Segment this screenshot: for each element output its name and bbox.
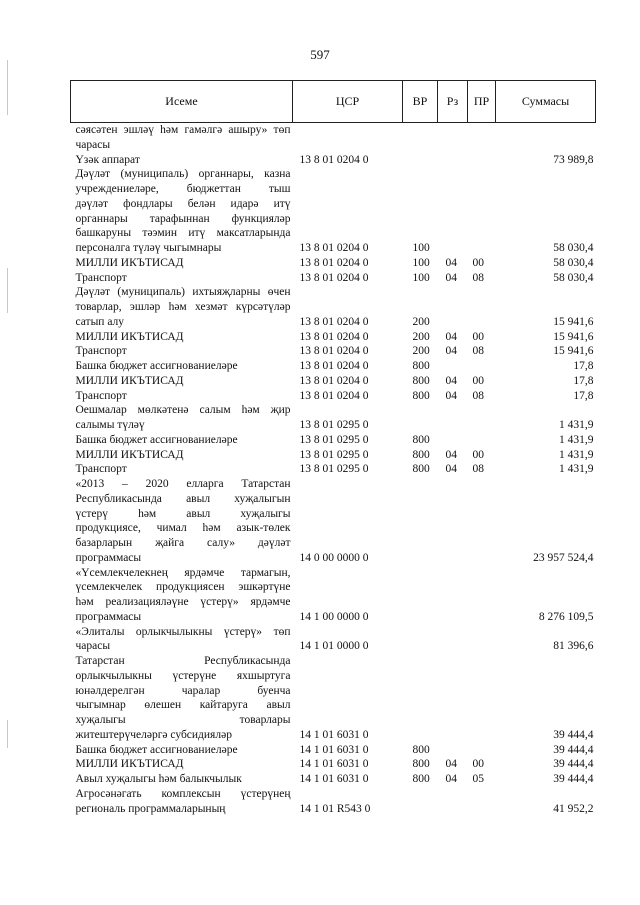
item-sum: 58 030,4	[553, 256, 594, 269]
item-pr-code: 05	[472, 773, 484, 785]
item-name-line: чарасы	[75, 138, 111, 151]
item-name-line: Оешмалар мөлкәтенә салым һәм җир	[75, 404, 291, 417]
item-sum: 15 941,6	[553, 315, 594, 328]
item-sum: 39 444,4	[553, 728, 594, 741]
item-name-line: Агросәнәгать комплексын үстерүнең	[75, 787, 291, 800]
item-name-line: МИЛЛИ ИКЪТИСАД	[75, 374, 184, 387]
item-csr-code: 13 8 01 0295 0	[299, 448, 369, 461]
item-csr-code	[293, 123, 403, 153]
item-name-line: персоналга түләү чыгымнары	[75, 242, 222, 254]
table-row	[71, 462, 596, 477]
item-sum: 1 431,9	[559, 433, 594, 446]
margin-mark	[7, 268, 8, 313]
item-vr-code: 800	[412, 360, 430, 372]
item-pr-code: 00	[472, 330, 484, 343]
item-name-line: Транспорт	[75, 463, 127, 476]
item-pr-code: 00	[472, 374, 484, 387]
item-name	[71, 743, 293, 758]
item-vr-code	[403, 566, 438, 625]
item-csr-code: 13 8 01 0204 0	[299, 374, 369, 387]
item-vr-code: 800	[412, 448, 430, 461]
item-name-line: базарларын җайга салу» дәүләт	[75, 537, 291, 549]
item-name-line: «2013 – 2020 елларга Татарстан	[75, 478, 291, 490]
item-name-line: программасы	[75, 551, 142, 564]
item-name	[71, 359, 293, 374]
item-name	[71, 374, 293, 389]
item-vr-code: 200	[412, 330, 430, 343]
item-name-line: Транспорт	[75, 389, 127, 402]
item-pr-code: 00	[472, 758, 484, 771]
item-name	[71, 153, 293, 168]
item-sum: 41 952,2	[553, 802, 594, 815]
item-csr-code: 14 1 01 0000 0	[299, 640, 369, 653]
item-name-line: Башка бюджет ассигнованиеләре	[75, 433, 238, 446]
table-row	[71, 757, 596, 772]
item-vr-code: 100	[412, 256, 430, 269]
item-name	[71, 256, 293, 271]
item-sum: 17,8	[573, 360, 594, 372]
item-csr-code: 14 1 01 6031 0	[299, 743, 369, 756]
item-name	[71, 271, 293, 286]
table-row	[71, 772, 596, 787]
item-sum: 39 444,4	[553, 743, 594, 756]
item-pr-code: 08	[472, 389, 484, 402]
item-sum: 1 431,9	[559, 419, 594, 431]
item-vr-code: 800	[412, 433, 430, 446]
item-vr-code: 800	[412, 374, 430, 387]
item-pr-code	[468, 433, 496, 448]
item-name-line: МИЛЛИ ИКЪТИСАД	[75, 330, 184, 343]
item-rz-code: 04	[445, 374, 457, 387]
table-row	[71, 271, 596, 286]
item-name-line: һәм реализацияләүне үстерү» ярдәмче	[75, 596, 291, 608]
column-header-csr: ЦСР	[293, 81, 403, 123]
column-header-rz: Рз	[438, 81, 468, 123]
item-rz-code	[438, 167, 468, 256]
item-name	[71, 403, 293, 433]
item-name-line: Үзәк аппарат	[75, 153, 140, 166]
column-header-pr: ПР	[468, 81, 496, 123]
item-rz-code	[438, 433, 468, 448]
item-name-line: органнары тарафыннан функцияләр	[75, 212, 291, 225]
item-name-line: Башка бюджет ассигнованиеләре	[75, 743, 238, 756]
item-csr-code: 14 1 01 6031 0	[299, 758, 369, 771]
item-name-line: чыгымнар өлешен кайтаруга авыл	[75, 699, 291, 712]
table-row	[71, 566, 596, 625]
item-name-line: «Үсемлекчелекнең ярдәмче тармагын,	[75, 566, 291, 579]
item-sum: 39 444,4	[553, 773, 594, 785]
item-pr-code	[468, 167, 496, 256]
item-vr-code: 800	[412, 389, 430, 402]
item-name-line: башкаруны тәэмин итү максатларында	[75, 227, 291, 240]
item-vr-code	[403, 123, 438, 153]
item-name-line: Башка бюджет ассигнованиеләре	[75, 360, 238, 372]
item-csr-code: 14 1 00 0000 0	[299, 610, 369, 623]
item-name-line: Транспорт	[75, 345, 127, 358]
item-name-line: житештерүчеләргә субсидияләр	[75, 728, 232, 741]
table-row	[71, 448, 596, 463]
table-row	[71, 625, 596, 655]
item-sum: 1 431,9	[559, 448, 594, 461]
item-csr-code: 14 1 01 6031 0	[299, 728, 369, 741]
item-name	[71, 477, 293, 566]
item-pr-code	[468, 123, 496, 153]
item-pr-code	[468, 566, 496, 625]
item-rz-code: 04	[445, 345, 457, 358]
item-name-line: юнәлдерелгән чаралар буенча	[75, 684, 291, 697]
item-vr-code	[403, 403, 438, 433]
item-vr-code: 100	[412, 271, 430, 284]
item-csr-code: 13 8 01 0204 0	[299, 345, 369, 358]
item-rz-code: 04	[445, 271, 457, 284]
item-name-line: хуҗалыгы товарлары	[75, 714, 291, 726]
item-sum	[496, 123, 596, 153]
table-row	[71, 344, 596, 359]
item-rz-code: 04	[445, 330, 457, 343]
table-row	[71, 256, 596, 271]
item-name	[71, 448, 293, 463]
item-rz-code	[438, 123, 468, 153]
item-csr-code: 14 0 00 0000 0	[299, 551, 369, 564]
table-row	[71, 403, 596, 433]
table-row	[71, 477, 596, 566]
item-sum: 8 276 109,5	[538, 610, 594, 623]
column-header-vr: ВР	[403, 81, 438, 123]
item-name-line: салымы түләү	[75, 419, 145, 431]
margin-mark	[7, 720, 8, 748]
item-rz-code: 04	[445, 389, 457, 402]
item-name-line: үстерү һәм авыл хуҗалыгы	[75, 507, 291, 520]
margin-mark	[7, 60, 8, 115]
item-name-line: Республикасында авыл хуҗалыгын	[75, 492, 291, 505]
table-row	[71, 167, 596, 256]
item-pr-code	[468, 285, 496, 329]
item-vr-code: 800	[412, 743, 430, 756]
item-rz-code: 04	[445, 773, 457, 785]
item-rz-code: 04	[445, 463, 457, 476]
item-sum: 73 989,8	[553, 153, 594, 166]
item-rz-code	[438, 566, 468, 625]
table-row	[71, 330, 596, 345]
item-csr-code: 13 8 01 0295 0	[299, 433, 369, 446]
item-rz-code	[438, 787, 468, 817]
item-vr-code: 800	[412, 463, 430, 476]
table-row	[71, 123, 596, 153]
item-sum: 39 444,4	[553, 758, 594, 771]
column-header-name: Исеме	[71, 81, 293, 123]
table-row	[71, 787, 596, 817]
item-vr-code	[403, 477, 438, 566]
item-sum: 17,8	[573, 374, 594, 387]
item-rz-code	[438, 654, 468, 743]
item-csr-code: 13 8 01 0204 0	[299, 153, 369, 166]
item-pr-code	[468, 359, 496, 374]
item-name	[71, 285, 293, 329]
item-name-line: Дәүләт (муниципаль) ихтыяҗларны өчен	[75, 286, 291, 299]
table-body	[71, 123, 596, 817]
item-pr-code	[468, 153, 496, 168]
item-name	[71, 654, 293, 743]
item-csr-code: 13 8 01 0204 0	[299, 242, 369, 254]
item-pr-code: 08	[472, 463, 484, 476]
item-name-line: Татарстан Республикасында	[75, 655, 291, 667]
table-row	[71, 153, 596, 168]
item-name-line: орлыкчылыкны үстерүне яхшыртуга	[75, 669, 291, 682]
table-row	[71, 743, 596, 758]
item-vr-code	[403, 654, 438, 743]
item-csr-code: 13 8 01 0204 0	[299, 271, 369, 284]
table-row	[71, 389, 596, 404]
item-csr-code: 14 1 01 6031 0	[299, 773, 369, 785]
item-pr-code	[468, 787, 496, 817]
item-sum: 15 941,6	[553, 330, 594, 343]
item-rz-code	[438, 625, 468, 655]
item-name-line: чарасы	[75, 640, 111, 653]
item-vr-code: 800	[412, 773, 430, 785]
item-name-line: учреждениеләре, бюджеттан тыш	[75, 183, 291, 195]
item-name	[71, 330, 293, 345]
item-pr-code: 00	[472, 256, 484, 269]
item-sum: 58 030,4	[553, 242, 594, 254]
item-name-line: продукциясе, чимал һәм азык-төлек	[75, 522, 291, 535]
table-row	[71, 285, 596, 329]
item-rz-code	[438, 743, 468, 758]
item-name-line: сатып алу	[75, 315, 125, 328]
item-name-line: Транспорт	[75, 271, 127, 284]
item-name	[71, 625, 293, 655]
item-rz-code	[438, 477, 468, 566]
item-sum: 15 941,6	[553, 345, 594, 358]
item-vr-code: 100	[412, 242, 430, 254]
item-rz-code	[438, 359, 468, 374]
item-name-line: Авыл хуҗалыгы һәм балыкчылык	[75, 773, 242, 785]
item-sum: 17,8	[573, 389, 594, 402]
item-rz-code: 04	[445, 758, 457, 771]
budget-table	[70, 80, 596, 816]
item-name-line: Дәүләт (муниципаль) органнары, казна	[75, 168, 291, 181]
item-csr-code: 13 8 01 0204 0	[299, 315, 369, 328]
item-vr-code	[403, 625, 438, 655]
item-name	[71, 566, 293, 625]
item-pr-code: 00	[472, 448, 484, 461]
item-pr-code: 08	[472, 271, 484, 284]
item-csr-code: 13 8 01 0204 0	[299, 330, 369, 343]
item-csr-code: 13 8 01 0204 0	[299, 360, 369, 372]
item-pr-code	[468, 625, 496, 655]
item-rz-code	[438, 153, 468, 168]
item-name	[71, 344, 293, 359]
item-name-line: дәүләт фондлары белән идарә итү	[75, 197, 291, 210]
item-pr-code	[468, 743, 496, 758]
table-header	[71, 81, 596, 123]
column-header-sum: Суммасы	[496, 81, 596, 123]
item-name	[71, 433, 293, 448]
page-number: 597	[310, 47, 330, 62]
item-vr-code	[403, 787, 438, 817]
item-name-line: үсемлекчелек продукциясен эшкәртүне	[75, 581, 291, 594]
item-name	[71, 772, 293, 787]
table-row	[71, 359, 596, 374]
item-pr-code	[468, 477, 496, 566]
item-csr-code: 13 8 01 0295 0	[299, 463, 369, 476]
item-name-line: сәясәтен эшләү һәм гамәлгә ашыру» төп	[75, 124, 291, 136]
item-pr-code: 08	[472, 345, 484, 358]
item-csr-code: 13 8 01 0204 0	[299, 389, 369, 402]
item-sum: 81 396,6	[553, 640, 594, 653]
item-csr-code: 13 8 01 0295 0	[299, 419, 369, 431]
table-row	[71, 374, 596, 389]
table-row	[71, 654, 596, 743]
item-csr-code: 14 1 01 R543 0	[299, 802, 371, 815]
item-sum: 23 957 524,4	[533, 551, 594, 564]
item-name-line: программасы	[75, 610, 142, 623]
item-rz-code: 04	[445, 256, 457, 269]
item-rz-code	[438, 403, 468, 433]
item-name-line: товарлар, эшләр һәм хезмәт күрсәтүләр	[75, 301, 291, 313]
item-sum: 58 030,4	[553, 271, 594, 284]
item-rz-code	[438, 285, 468, 329]
item-pr-code	[468, 654, 496, 743]
item-name-line: «Элиталы орлыкчылыкны үстерү» төп	[75, 625, 291, 638]
item-name	[71, 123, 293, 153]
item-rz-code: 04	[445, 448, 457, 461]
item-name-line: региональ программаларының	[75, 802, 226, 815]
item-csr-code: 13 8 01 0204 0	[299, 256, 369, 269]
item-sum: 1 431,9	[559, 463, 594, 476]
item-name	[71, 167, 293, 256]
item-vr-code: 200	[412, 345, 430, 358]
item-pr-code	[468, 403, 496, 433]
item-name-line: МИЛЛИ ИКЪТИСАД	[75, 448, 184, 461]
item-name	[71, 462, 293, 477]
item-name	[71, 787, 293, 817]
item-name-line: МИЛЛИ ИКЪТИСАД	[75, 256, 184, 269]
table-row	[71, 433, 596, 448]
item-vr-code	[403, 153, 438, 168]
item-name	[71, 757, 293, 772]
item-name	[71, 389, 293, 404]
item-name-line: МИЛЛИ ИКЪТИСАД	[75, 758, 184, 771]
item-vr-code: 200	[412, 315, 430, 328]
item-vr-code: 800	[412, 758, 430, 771]
